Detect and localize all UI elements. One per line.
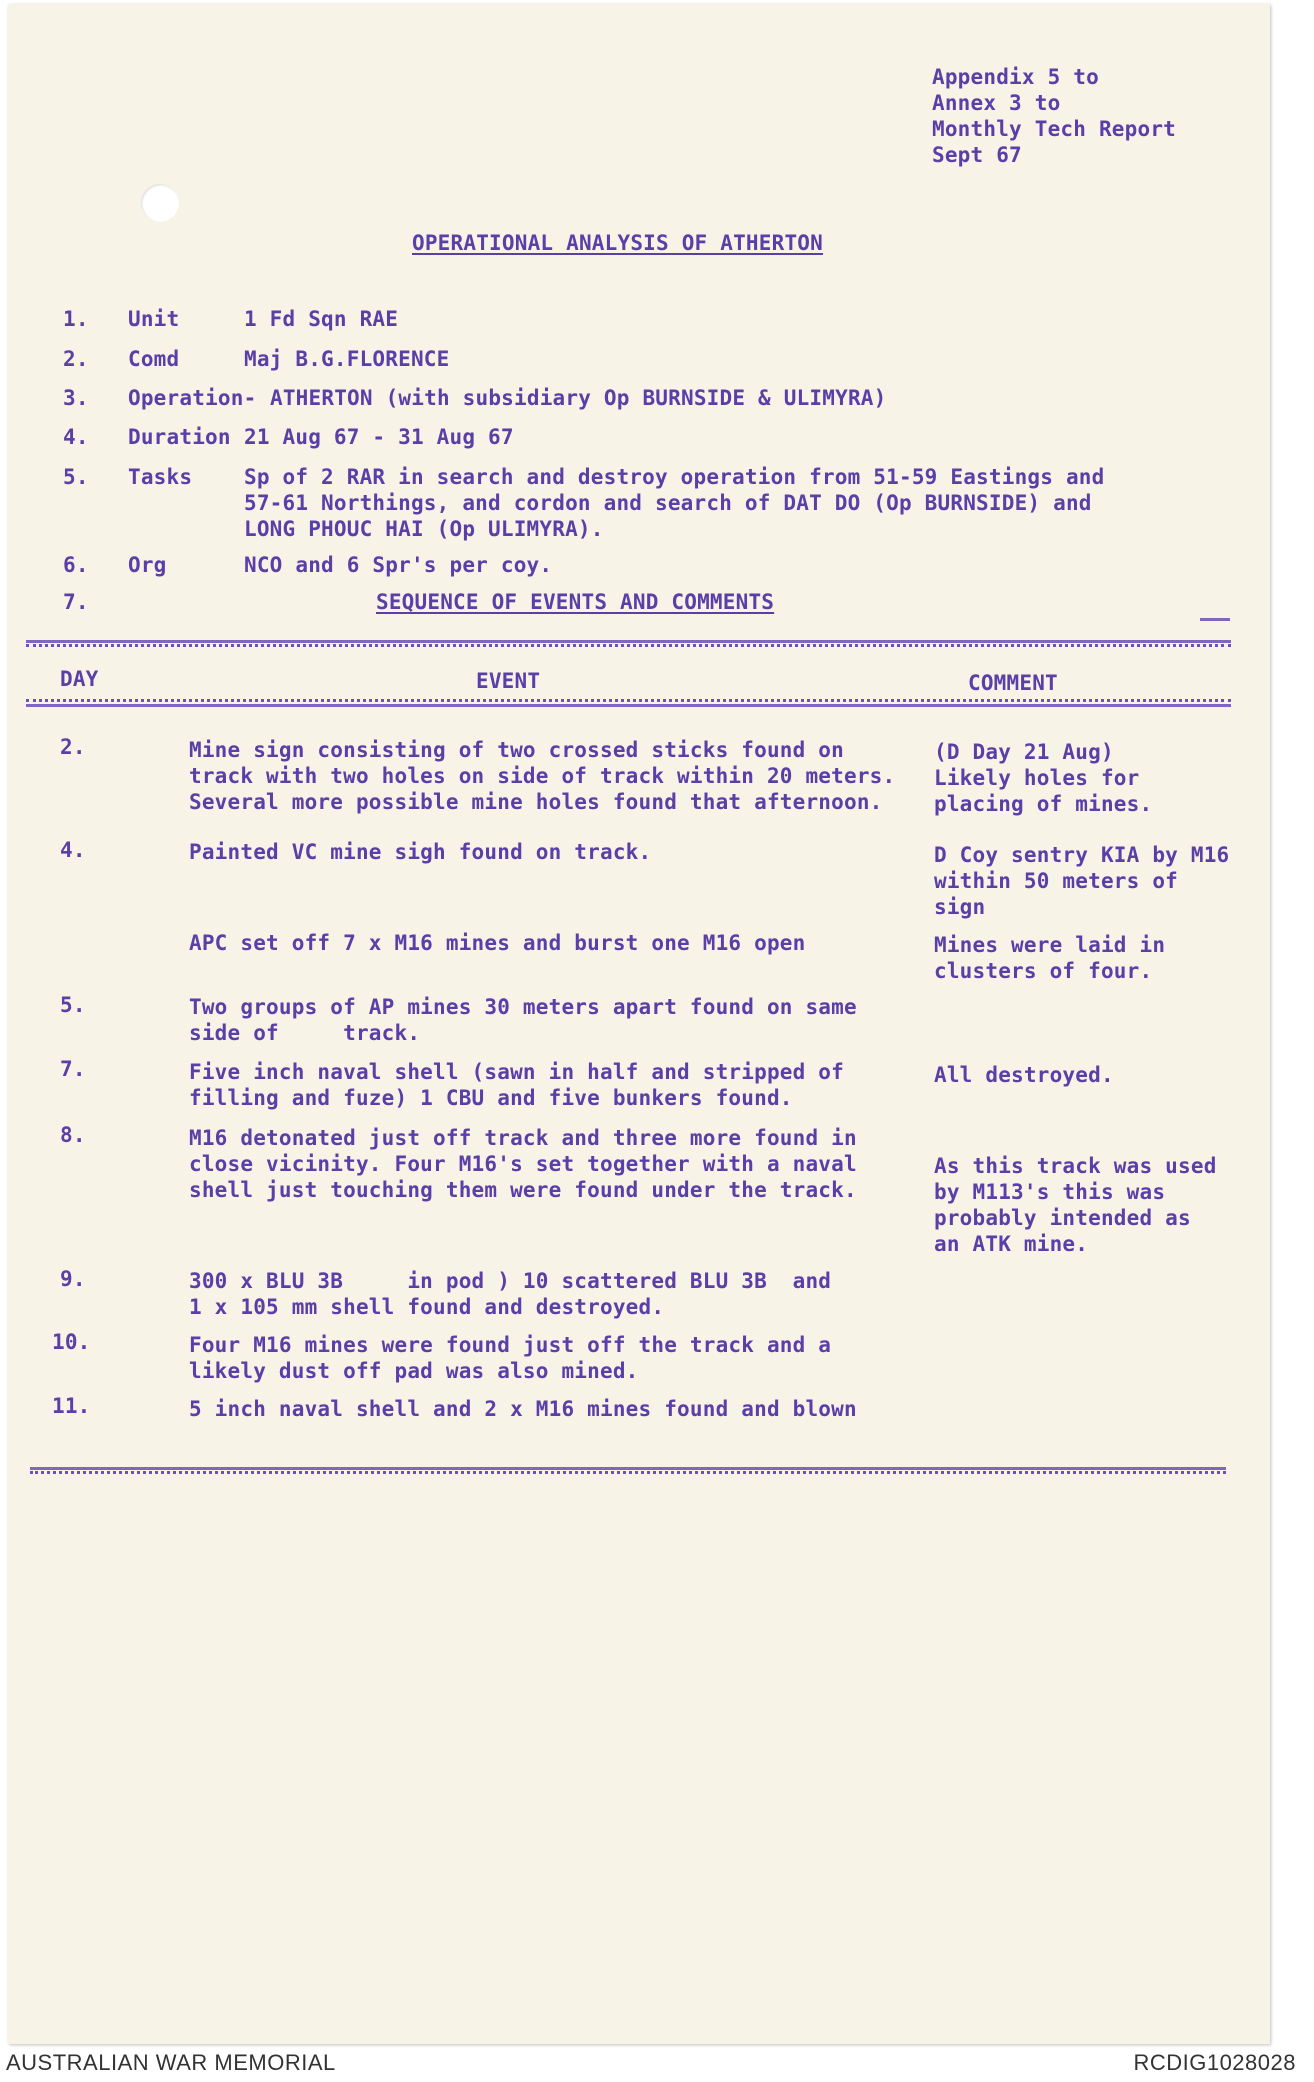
row-event-line: Mine sign consisting of two crossed sticks found on: [189, 738, 844, 762]
footer-source: AUSTRALIAN WAR MEMORIAL: [6, 2050, 336, 2075]
item-3-value: ATHERTON (with subsidiary Op BURNSIDE & ULIMYRA): [270, 386, 887, 410]
row-day: 7.: [60, 1057, 86, 1081]
header-line-4: Sept 67: [932, 143, 1022, 167]
header-line-3: Monthly Tech Report: [932, 117, 1177, 141]
item-4-label: Duration: [128, 425, 231, 449]
row-comment-line: within 50 meters of: [934, 869, 1179, 893]
column-header-day: DAY: [60, 667, 99, 691]
item-5-num: 5.: [63, 465, 89, 489]
column-header-comment: COMMENT: [968, 671, 1058, 695]
item-3-label: Operation-: [128, 386, 257, 410]
row-event-line: APC set off 7 x M16 mines and burst one M16 open: [189, 931, 806, 955]
table-bottom-rule-dotted: [30, 1471, 1226, 1474]
row-event-line: 1 x 105 mm shell found and destroyed.: [189, 1295, 665, 1319]
header-line-2: Annex 3 to: [932, 91, 1061, 115]
row-event-line: Several more possible mine holes found that afternoon.: [189, 790, 883, 814]
row-event-line: track with two holes on side of track within 20 meters.: [189, 764, 896, 788]
item-5-label: Tasks: [128, 465, 193, 489]
short-dash: [1200, 618, 1230, 621]
row-day: 10.: [52, 1330, 91, 1354]
row-event-line: shell just touching them were found under the track.: [189, 1178, 857, 1202]
item-6-label: Org: [128, 553, 167, 577]
row-event-line: 300 x BLU 3B in pod ) 10 scattered BLU 3B and: [189, 1269, 832, 1293]
row-event-line: Two groups of AP mines 30 meters apart found on same: [189, 995, 857, 1019]
item-2-value: Maj B.G.FLORENCE: [244, 347, 450, 371]
row-event-line: Painted VC mine sigh found on track.: [189, 840, 652, 864]
table-top-rule: [26, 640, 1231, 643]
item-5-value-line-2: 57-61 Northings, and cordon and search of DAT DO (Op BURNSIDE) and: [244, 491, 1092, 515]
item-4-num: 4.: [63, 425, 89, 449]
row-event-line: 5 inch naval shell and 2 x M16 mines found and blown: [189, 1397, 857, 1421]
column-header-event: EVENT: [476, 669, 541, 693]
item-1-num: 1.: [63, 307, 89, 331]
item-5-value-line-3: LONG PHOUC HAI (Op ULIMYRA).: [244, 517, 604, 541]
punch-hole: [141, 184, 179, 222]
row-comment-line: placing of mines.: [934, 792, 1153, 816]
row-event-line: Four M16 mines were found just off the track and a: [189, 1333, 832, 1357]
row-comment-line: All destroyed.: [934, 1063, 1114, 1087]
item-2-label: Comd: [128, 347, 180, 371]
header-rule: [26, 704, 1231, 707]
item-5-value-line-1: Sp of 2 RAR in search and destroy operation from 51-59 Eastings and: [244, 465, 1105, 489]
row-event-line: M16 detonated just off track and three more found in: [189, 1126, 857, 1150]
row-comment-line: by M113's this was: [934, 1180, 1166, 1204]
item-7-num: 7.: [63, 590, 89, 614]
item-4-value: 21 Aug 67 - 31 Aug 67: [244, 425, 514, 449]
document-page: [8, 4, 1270, 2044]
row-comment-line: (D Day 21 Aug): [934, 740, 1114, 764]
row-event-line: side of track.: [189, 1021, 421, 1045]
footer-id: RCDIG1028028: [1133, 2050, 1296, 2075]
item-1-label: Unit: [128, 307, 180, 331]
row-day: 4.: [60, 838, 86, 862]
item-3-num: 3.: [63, 386, 89, 410]
section-heading: SEQUENCE OF EVENTS AND COMMENTS: [376, 590, 775, 614]
row-comment-line: an ATK mine.: [934, 1232, 1089, 1256]
row-event-line: filling and fuze) 1 CBU and five bunkers found.: [189, 1086, 793, 1110]
header-rule-dotted: [26, 699, 1231, 702]
item-6-value: NCO and 6 Spr's per coy.: [244, 553, 553, 577]
row-comment-line: sign: [934, 895, 986, 919]
row-comment-line: clusters of four.: [934, 959, 1153, 983]
row-comment-line: Likely holes for: [934, 766, 1140, 790]
row-event-line: close vicinity. Four M16's set together with a naval: [189, 1152, 857, 1176]
header-line-1: Appendix 5 to: [932, 65, 1099, 89]
row-day: 5.: [60, 993, 86, 1017]
row-day: 8.: [60, 1123, 86, 1147]
row-event-line: Five inch naval shell (sawn in half and stripped of: [189, 1060, 844, 1084]
item-6-num: 6.: [63, 553, 89, 577]
row-comment-line: D Coy sentry KIA by M16: [934, 843, 1230, 867]
table-bottom-rule: [30, 1467, 1226, 1470]
item-1-value: 1 Fd Sqn RAE: [244, 307, 399, 331]
row-comment-line: As this track was used: [934, 1154, 1217, 1178]
row-day: 9.: [60, 1267, 86, 1291]
item-2-num: 2.: [63, 347, 89, 371]
row-day: 2.: [60, 735, 86, 759]
row-comment-line: probably intended as: [934, 1206, 1191, 1230]
row-comment-line: Mines were laid in: [934, 933, 1166, 957]
document-title: OPERATIONAL ANALYSIS OF ATHERTON: [412, 231, 823, 255]
table-top-rule-dotted: [26, 644, 1231, 647]
row-event-line: likely dust off pad was also mined.: [189, 1359, 639, 1383]
row-day: 11.: [52, 1394, 91, 1418]
